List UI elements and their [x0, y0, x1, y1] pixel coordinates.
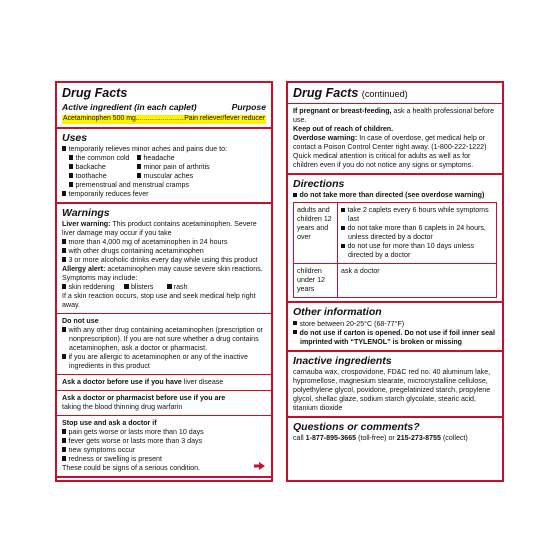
bullet-icon: [62, 327, 66, 331]
bullet-icon: [62, 438, 66, 442]
list-item: take 2 caplets every 6 hours while symptoms last: [341, 206, 493, 224]
panel-title: Drug Facts: [62, 86, 128, 100]
bullet-icon: [62, 447, 66, 451]
table-row: [294, 264, 497, 298]
bullet-icon: [124, 284, 128, 288]
directions-section: [288, 175, 502, 303]
do-not-use-item: with any other drug containing acetaminophen (prescription or nonprescription). If you are not sure whether a drug contains acetaminophen, ask a doctor or pharmacist.: [62, 326, 266, 353]
uses-intro: temporarily relieves minor aches and pains due to:: [62, 145, 266, 154]
bullet-icon: [341, 244, 345, 248]
active-ingredient-header: [62, 102, 266, 113]
uses-item: premenstrual and menstrual cramps: [62, 181, 266, 190]
uses-row: the common cold headache: [62, 154, 266, 163]
do-not-use-item: if you are allergic to acetaminophen or any of the inactive ingredients in this product: [62, 353, 266, 371]
list-item: do not use for more than 10 days unless directed by a doctor: [341, 242, 493, 260]
questions-heading: Questions or comments?: [293, 420, 420, 433]
age-cell: adults and children 12 years and over: [294, 203, 338, 264]
continued-section: [288, 83, 502, 175]
phone-number-collect: 215-273-8755: [396, 433, 441, 442]
bullet-icon: [167, 284, 171, 288]
bullet-icon: [62, 354, 66, 358]
bullet-icon: [137, 164, 141, 168]
panel-title: Drug Facts (continued): [293, 86, 408, 100]
arrow-right-icon: [254, 462, 265, 470]
liver-warning: Liver warning: This product contains acetaminophen. Severe liver damage may occur if you take: [62, 220, 257, 238]
bullet-icon: [62, 284, 66, 288]
purpose-heading: Purpose: [231, 102, 266, 113]
stop-use-item: redness or swelling is present: [62, 455, 266, 464]
age-cell: children under 12 years: [294, 264, 338, 298]
allergy-after: If a skin reaction occurs, stop use and seek medical help right away.: [62, 292, 256, 310]
bullet-icon: [341, 226, 345, 230]
allergy-symptoms: skin reddening blisters rash: [62, 283, 266, 292]
ingredient-row: [62, 115, 266, 124]
bullet-icon: [62, 239, 66, 243]
questions-section: [288, 418, 502, 446]
other-information-heading: Other information: [293, 306, 382, 319]
warnings-section: [57, 204, 271, 478]
keep-out-warning: Keep out of reach of children.: [293, 125, 394, 134]
do-not-use-heading: Do not use: [62, 317, 99, 326]
bullet-icon: [69, 173, 73, 177]
ask-pharmacist-text: taking the blood thinning drug warfarin: [62, 403, 183, 412]
divider: [288, 103, 502, 104]
ask-doctor: Ask a doctor before use if you have liver disease: [62, 378, 224, 387]
list-item: do not use if carton is opened. Do not use if foil inner seal imprinted with “TYLENOL” is broken or missing: [293, 329, 497, 347]
stop-use-item: pain gets worse or lasts more than 10 days: [62, 428, 266, 437]
uses-section: [57, 129, 271, 204]
divider: [57, 313, 271, 314]
bullet-icon: [341, 208, 345, 212]
active-ingredient-section: [57, 83, 271, 129]
bullet-icon: [293, 330, 297, 334]
uses-item: temporarily reduces fever: [62, 190, 266, 199]
bullet-icon: [62, 191, 66, 195]
inactive-ingredients-section: [288, 352, 502, 418]
bullet-icon: [293, 193, 297, 197]
list-item: store between 20-25°C (68-77°F): [293, 320, 497, 329]
stop-use-heading: Stop use and ask a doctor if: [62, 419, 157, 428]
ingredient-name: Acetaminophen 500 mg: [63, 115, 136, 123]
directions-note: do not take more than directed (see overdose warning): [293, 191, 497, 200]
bullet-icon: [137, 155, 141, 159]
drug-facts-panel-right: [286, 81, 504, 482]
divider: [57, 374, 271, 375]
bullet-icon: [62, 257, 66, 261]
ask-pharmacist-heading: Ask a doctor or pharmacist before use if you are: [62, 394, 226, 403]
divider: [57, 415, 271, 416]
leader-dots: [136, 115, 184, 124]
stop-use-item: fever gets worse or lasts more than 3 days: [62, 437, 266, 446]
stop-use-item: new symptoms occur: [62, 446, 266, 455]
table-row: [294, 203, 497, 264]
pregnancy-warning: If pregnant or breast-feeding, ask a health professional before use.: [293, 107, 495, 125]
allergy-alert: Allergy alert: acetaminophen may cause severe skin reactions. Symptoms may include:: [62, 265, 263, 283]
ingredient-purpose: Pain reliever/fever reducer: [184, 115, 265, 123]
divider: [57, 390, 271, 391]
dose-cell: [338, 203, 497, 264]
uses-heading: Uses: [62, 132, 88, 145]
inactive-ingredients-heading: Inactive ingredients: [293, 354, 392, 367]
other-information-section: [288, 303, 502, 351]
overdose-warning: Overdose warning: In case of overdose, get medical help or contact a Poison Control Center right away. (1-800-222-1222) Quick medical attention is critical for adults as well as for children even if you do not notice any signs or symptoms.: [293, 134, 487, 170]
bullet-icon: [62, 248, 66, 252]
bullet-icon: [62, 456, 66, 460]
liver-item: 3 or more alcoholic drinks every day while using this product: [62, 256, 266, 265]
phone-number-tollfree: 1-877-895-3665: [305, 433, 357, 442]
directions-table: [293, 202, 497, 298]
liver-item: more than 4,000 mg of acetaminophen in 24 hours: [62, 238, 266, 247]
bullet-icon: [62, 429, 66, 433]
dose-cell: ask a doctor: [338, 264, 497, 298]
bullet-icon: [62, 146, 66, 150]
stop-use-after: These could be signs of a serious condition.: [62, 464, 201, 473]
drug-facts-panel-left: [55, 81, 273, 482]
bullet-icon: [293, 321, 297, 325]
bullet-icon: [69, 164, 73, 168]
inactive-ingredients-text: carnauba wax, crospovidone, FD&C red no. 40 aluminum lake, hypromellose, magnesium stearate, microcrystalline cellulose, polyethylene glycol, povidone, pregelatinized starch, propylene glycol, shellac glaze, sodium starch glycolate, stearic acid, titanium dioxide: [293, 367, 491, 412]
list-item: do not take more than 6 caplets in 24 hours, unless directed by a doctor: [341, 224, 493, 242]
bullet-icon: [69, 182, 73, 186]
bullet-icon: [137, 173, 141, 177]
directions-heading: Directions: [293, 178, 345, 191]
uses-row: backache minor pain of arthritis: [62, 163, 266, 172]
uses-row: toothache muscular aches: [62, 172, 266, 181]
bullet-icon: [69, 155, 73, 159]
warnings-heading: Warnings: [62, 207, 110, 220]
liver-item: with other drugs containing acetaminophen: [62, 247, 266, 256]
active-ingredient-heading: Active ingredient (in each caplet): [62, 102, 197, 113]
contact-line: call 1-877-895-3665 (toll-free) or 215-273-8755 (collect): [293, 433, 468, 442]
